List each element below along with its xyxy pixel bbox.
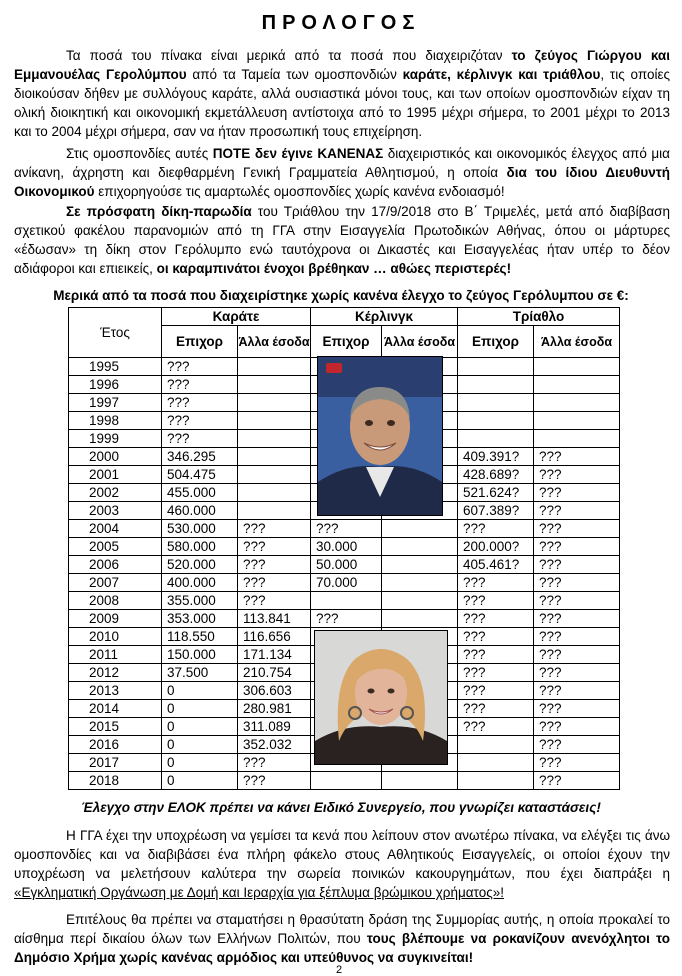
paragraph-5 xyxy=(14,910,670,967)
value-cell: ??? xyxy=(458,610,534,628)
value-cell: 30.000 xyxy=(311,538,382,556)
woman-portrait-icon xyxy=(315,631,447,764)
value-cell: ??? xyxy=(458,574,534,592)
value-cell xyxy=(238,376,311,394)
value-cell: ??? xyxy=(534,736,620,754)
year-cell: 2010 xyxy=(69,628,162,646)
value-cell: ??? xyxy=(458,520,534,538)
value-cell: ??? xyxy=(162,394,238,412)
value-cell: ??? xyxy=(458,628,534,646)
value-cell: ??? xyxy=(534,700,620,718)
year-cell: 2016 xyxy=(69,736,162,754)
year-cell: 2007 xyxy=(69,574,162,592)
value-cell: 118.550 xyxy=(162,628,238,646)
value-cell xyxy=(458,412,534,430)
value-cell xyxy=(238,430,311,448)
p4-text-a: Η ΓΓΑ έχει την υποχρέωση να γεμίσει τα κενά που λείπουν στον ανωτέρω πίνακα, να ελέγξει τις άνω ομοσπονδίες και να διαβιβάσει ένα πλήρη φάκελο στους Αθλητικούς Εισαγγελείς, οι οποίοι έχουν την υποχρέωση να μελετήσουν καλύτερα την σωρεία ποινικών κακουργημάτων, που έχει διαπράξει η xyxy=(14,828,670,881)
paragraph-1 xyxy=(14,46,670,141)
year-cell: 2006 xyxy=(69,556,162,574)
value-cell: 150.000 xyxy=(162,646,238,664)
year-cell: 1997 xyxy=(69,394,162,412)
value-cell: ??? xyxy=(162,376,238,394)
value-cell: 455.000 xyxy=(162,484,238,502)
value-cell xyxy=(458,376,534,394)
p2-text-c: διαχειριστικός και οικονομικός έλεγχος από μια ανίκανη, άχρηστη και διεφθαρμένη Γενική Γραμματεία Αθλητισμού, η οποία xyxy=(14,146,670,180)
curling-header: Κέρλινγκ xyxy=(311,308,458,326)
year-cell: 2001 xyxy=(69,466,162,484)
value-cell: 0 xyxy=(162,772,238,790)
year-cell: 1996 xyxy=(69,376,162,394)
karate-grant-header: Επιχορ xyxy=(162,326,238,358)
year-cell: 2008 xyxy=(69,592,162,610)
photo-emmanouela xyxy=(314,630,448,765)
value-cell: ??? xyxy=(458,682,534,700)
value-cell xyxy=(382,610,458,628)
value-cell xyxy=(311,772,382,790)
value-cell xyxy=(382,520,458,538)
value-cell: ??? xyxy=(162,412,238,430)
value-cell xyxy=(382,772,458,790)
p2-text-a: Στις ομοσπονδίες αυτές xyxy=(66,146,213,161)
triathlon-other-header: Άλλα έσοδα xyxy=(534,326,620,358)
p1-text-c: από τα Ταμεία των ομοσπονδιών xyxy=(186,67,403,82)
table-row xyxy=(69,574,620,592)
p1-text-e: , τις οποίες διοικούσαν δήθεν με συλλόγους καράτε, αλλά ουσιαστικά μόνοι τους, και των οποίων ομοσπονδιών είχαν τη ολική διοικητική και οικονομική εκμετάλλευση αντίστοιχα από το 1995 μέχρι σήμερα, το 2001 μέχρι το 2013 και το 2004 μέχρι σήμερα, σαν να ήταν προσωπική τους επιχείρηση. xyxy=(14,67,670,139)
value-cell: ??? xyxy=(534,646,620,664)
value-cell: 460.000 xyxy=(162,502,238,520)
year-header: Έτος xyxy=(69,308,162,358)
triathlon-header: Τρίαθλο xyxy=(458,308,620,326)
value-cell xyxy=(534,358,620,376)
value-cell xyxy=(311,592,382,610)
triathlon-grant-header: Επιχορ xyxy=(458,326,534,358)
value-cell: ??? xyxy=(534,718,620,736)
value-cell: ??? xyxy=(162,358,238,376)
value-cell xyxy=(458,394,534,412)
value-cell: 306.603 xyxy=(238,682,311,700)
value-cell: ??? xyxy=(534,574,620,592)
value-cell: 50.000 xyxy=(311,556,382,574)
table-row xyxy=(69,592,620,610)
value-cell: 520.000 xyxy=(162,556,238,574)
value-cell: 0 xyxy=(162,700,238,718)
value-cell: ??? xyxy=(238,592,311,610)
table-caption: Μερικά από τα ποσά που διαχειρίστηκε χωρίς κανένα έλεγχο το ζεύγος Γερόλυμπου σε €: xyxy=(53,288,629,303)
value-cell: ??? xyxy=(534,664,620,682)
value-cell: ??? xyxy=(534,448,620,466)
value-cell xyxy=(534,412,620,430)
value-cell xyxy=(458,358,534,376)
curling-other-header: Άλλα έσοδα xyxy=(382,326,458,358)
value-cell xyxy=(534,394,620,412)
year-cell: 2003 xyxy=(69,502,162,520)
table-row xyxy=(69,772,620,790)
value-cell: 0 xyxy=(162,718,238,736)
value-cell: ??? xyxy=(534,754,620,772)
value-cell: 530.000 xyxy=(162,520,238,538)
year-cell: 2002 xyxy=(69,484,162,502)
value-cell: 409.391? xyxy=(458,448,534,466)
p1-bold-sports: καράτε, κέρλινγκ και τριάθλου xyxy=(402,67,601,82)
year-cell: 2018 xyxy=(69,772,162,790)
value-cell: ??? xyxy=(534,772,620,790)
paragraph-3 xyxy=(14,202,670,278)
karate-other-header: Άλλα έσοδα xyxy=(238,326,311,358)
value-cell: 0 xyxy=(162,736,238,754)
value-cell: 400.000 xyxy=(162,574,238,592)
value-cell: 171.134 xyxy=(238,646,311,664)
value-cell: 0 xyxy=(162,682,238,700)
value-cell xyxy=(458,430,534,448)
karate-header: Καράτε xyxy=(162,308,311,326)
value-cell xyxy=(382,556,458,574)
value-cell: 428.689? xyxy=(458,466,534,484)
value-cell: ??? xyxy=(238,538,311,556)
year-cell: 1995 xyxy=(69,358,162,376)
value-cell xyxy=(382,538,458,556)
value-cell: ??? xyxy=(458,700,534,718)
value-cell xyxy=(238,448,311,466)
value-cell xyxy=(238,394,311,412)
year-cell: 2011 xyxy=(69,646,162,664)
paragraph-4 xyxy=(14,826,670,902)
table-row xyxy=(69,610,620,628)
value-cell: 607.389? xyxy=(458,502,534,520)
value-cell xyxy=(238,502,311,520)
year-cell: 1998 xyxy=(69,412,162,430)
year-cell: 2014 xyxy=(69,700,162,718)
value-cell xyxy=(238,358,311,376)
table-row xyxy=(69,538,620,556)
p3-bold-acquitted: οι καραμπινάτοι ένοχοι βρέθηκαν … αθώες περιστερές! xyxy=(156,261,512,276)
p3-bold-trial: Σε πρόσφατη δίκη-παρωδία xyxy=(66,204,252,219)
p5-bold-public-money: τους βλέπουμε να ροκανίζουν ανενόχλητοι το Δημόσιο Χρήμα χωρίς κανένας αρμόδιος και υπεύθυνος να συγκινείται! xyxy=(14,931,670,965)
year-cell: 2009 xyxy=(69,610,162,628)
value-cell xyxy=(382,574,458,592)
value-cell: 580.000 xyxy=(162,538,238,556)
value-cell xyxy=(382,592,458,610)
page-number: 2 xyxy=(336,964,343,976)
value-cell: ??? xyxy=(534,682,620,700)
p2-text-e: επιχορηγούσε τις αμαρτωλές ομοσπονδίες χωρίς κανένα ενδοιασμό! xyxy=(94,184,505,199)
value-cell: ??? xyxy=(458,718,534,736)
year-cell: 2000 xyxy=(69,448,162,466)
value-cell: ??? xyxy=(534,538,620,556)
year-cell: 2017 xyxy=(69,754,162,772)
year-cell: 2005 xyxy=(69,538,162,556)
value-cell: ??? xyxy=(534,466,620,484)
table-row xyxy=(69,520,620,538)
value-cell xyxy=(534,376,620,394)
value-cell: ??? xyxy=(238,556,311,574)
value-cell: 352.032 xyxy=(238,736,311,754)
curling-grant-header: Επιχορ xyxy=(311,326,382,358)
photo-giorgos xyxy=(317,356,443,516)
value-cell: 200.000? xyxy=(458,538,534,556)
year-cell: 2013 xyxy=(69,682,162,700)
p5-text-a: Επιτέλους θα πρέπει να σταματήσει η θρασύτατη δράση της Συμμορίας αυτής, η οποία προκαλεί το αίσθημα περί δικαίου όλων των Ελλήνων Πολιτών, που xyxy=(14,912,670,946)
value-cell: ??? xyxy=(162,430,238,448)
man-portrait-icon xyxy=(318,357,442,515)
value-cell: ??? xyxy=(238,772,311,790)
value-cell: 116.656 xyxy=(238,628,311,646)
value-cell xyxy=(458,736,534,754)
value-cell: ??? xyxy=(534,628,620,646)
value-cell: 210.754 xyxy=(238,664,311,682)
value-cell: 0 xyxy=(162,754,238,772)
value-cell: 355.000 xyxy=(162,592,238,610)
value-cell: ??? xyxy=(534,520,620,538)
value-cell: ??? xyxy=(311,610,382,628)
p2-bold-director: δια του ίδιου Διευθυντή Οικονομικού xyxy=(14,165,670,199)
table-row xyxy=(69,556,620,574)
value-cell: 405.461? xyxy=(458,556,534,574)
p1-bold-couple: το ζεύγος Γιώργου και Εμμανουέλας Γερολύμπου xyxy=(14,48,670,82)
value-cell: ??? xyxy=(458,592,534,610)
value-cell: ??? xyxy=(534,556,620,574)
value-cell: 311.089 xyxy=(238,718,311,736)
year-cell: 1999 xyxy=(69,430,162,448)
value-cell: 346.295 xyxy=(162,448,238,466)
value-cell xyxy=(238,412,311,430)
value-cell: ??? xyxy=(534,484,620,502)
value-cell: 521.624? xyxy=(458,484,534,502)
value-cell: 113.841 xyxy=(238,610,311,628)
year-cell: 2015 xyxy=(69,718,162,736)
p3-text-b: του Τριάθλου την 17/9/2018 στο Β΄ Τριμελές, μετά από διαβίβαση σχετικού φακέλου παρανομιών από τη ΓΓΑ στην Εισαγγελία Πρωτοδικών Αθήνας, όπου οι μάρτυρες «έδωσαν» τη δίκη στον Γερόλυμπο ενώ ταυτόχρονα οι Δικαστές και Εισαγγελέας ήταν υπέρ το δέον αδιάφοροι και επιεικείς, xyxy=(14,204,670,276)
value-cell: 504.475 xyxy=(162,466,238,484)
value-cell: ??? xyxy=(311,520,382,538)
value-cell xyxy=(238,466,311,484)
value-cell: ??? xyxy=(458,664,534,682)
value-cell xyxy=(534,430,620,448)
elok-statement: Έλεγχο στην ΕΛΟΚ πρέπει να κάνει Ειδικό Συνεργείο, που γνωρίζει καταστάσεις! xyxy=(81,800,601,815)
page-title: ΠΡΟΛΟΓΟΣ xyxy=(261,12,421,34)
value-cell: ??? xyxy=(458,646,534,664)
value-cell: ??? xyxy=(534,502,620,520)
p4-underlined-organization: «Εγκληματική Οργάνωση με Δομή και Ιεραρχία για ξέπλυμα βρώμικου χρήματος»! xyxy=(14,885,504,900)
p2-bold-never: ΠΟΤΕ δεν έγινε ΚΑΝΕΝΑΣ xyxy=(212,146,384,161)
p1-text-a: Τα ποσά του πίνακα είναι μερικά από τα ποσά που διαχειριζόταν xyxy=(66,48,512,63)
value-cell: ??? xyxy=(238,574,311,592)
value-cell xyxy=(238,484,311,502)
value-cell: ??? xyxy=(534,610,620,628)
value-cell: 70.000 xyxy=(311,574,382,592)
year-cell: 2004 xyxy=(69,520,162,538)
value-cell: 37.500 xyxy=(162,664,238,682)
value-cell xyxy=(458,754,534,772)
year-cell: 2012 xyxy=(69,664,162,682)
value-cell xyxy=(458,772,534,790)
value-cell: ??? xyxy=(238,520,311,538)
value-cell: 353.000 xyxy=(162,610,238,628)
value-cell: ??? xyxy=(238,754,311,772)
value-cell: 280.981 xyxy=(238,700,311,718)
paragraph-2 xyxy=(14,144,670,201)
value-cell: ??? xyxy=(534,592,620,610)
